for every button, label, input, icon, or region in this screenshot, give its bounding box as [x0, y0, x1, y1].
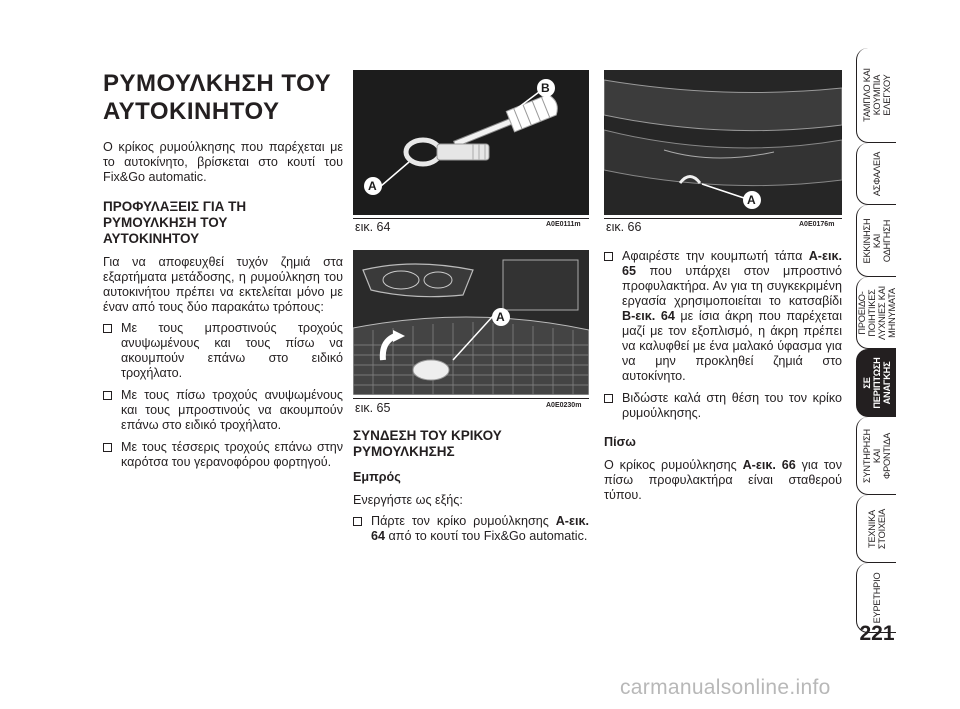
page-title: ΡΥΜΟΥΛΚΗΣΗ ΤΟΥ ΑΥΤΟΚΙΝΗΤΟΥ [103, 70, 332, 125]
figure-64-illustration [353, 70, 589, 215]
front-steps-list [353, 514, 589, 544]
list-item: Με τους τέσσερις τροχούς επάνω στην καρότσα του γερανοφόρου φορτηγού. [103, 440, 343, 470]
intro-paragraph: Ο κρίκος ρυμούλκησης που παρέχεται με το αυτοκίνητο, βρίσκεται στο κουτί του Fix&Go automatic. [103, 140, 343, 184]
figure-65-caption: εικ. 65 [355, 401, 391, 415]
checkbox-bullet-icon [103, 443, 112, 452]
subheading-rear: Πίσω [604, 435, 636, 449]
figure-65-illustration [353, 250, 589, 395]
checkbox-bullet-icon [103, 324, 112, 333]
list-item: Βιδώστε καλά στη θέση του τον κρίκο ρυμούλκησης. [604, 391, 842, 421]
tab-emergency[interactable]: ΣΕ ΠΕΡΙΠΤΩΣΗ ΑΝΑΓΚΗΣ [856, 349, 896, 417]
list-item: Αφαιρέστε την κουμπωτή τάπα A-εικ. 65 που υπάρχει στον μπροστινό προφυλακτήρα. Αν για τη συγκεκριμένη εργασία χρησιμοποιείται το κατσαβίδι B-εικ. 64 με ίσια άκρη που παρέχεται μαζί με τον εξοπλισμό, η άκρη πρέπει να καλυφθεί με ένα μαλακό ύφασμα για να μην προκληθεί ζημιά στο αυτοκίνητο. [604, 249, 842, 384]
tab-index[interactable]: ΕΥΡΕΤΗΡΙΟ [856, 563, 896, 633]
figure-66-illustration [604, 70, 842, 215]
section-heading-tow-hook-fitting: ΣΥΝΔΕΣΗ ΤΟΥ ΚΡΙΚΟΥ ΡΥΜΟΥΛΚΗΣΗΣ [353, 428, 502, 459]
figure-64-caption: εικ. 64 [355, 220, 391, 234]
figure-66-rear-tow-hook [604, 70, 842, 215]
list-item: Πάρτε τον κρίκο ρυμούλκησης A-εικ. 64 από το κουτί του Fix&Go automatic. [353, 514, 589, 544]
rear-paragraph: Ο κρίκος ρυμούλκησης A-εικ. 66 για τον πίσω προφυλακτήρα είναι σταθερού τύπου. [604, 458, 842, 502]
figure-64-label-b: B [541, 81, 550, 95]
figure-64-code: A0E0111m [546, 221, 581, 228]
list-item: Με τους πίσω τροχούς ανυψωμένους και τους μπροστινούς να ακουμπούν επάνω στο ειδικό τροχήλατο. [103, 388, 343, 433]
checkbox-bullet-icon [353, 517, 362, 526]
tab-maintenance-care[interactable]: ΣΥΝΤΗΡΗΣΗ ΚΑΙ ΦΡΟΝΤΙΔΑ [856, 417, 896, 495]
figure-65-label-a: A [496, 310, 505, 324]
subheading-front: Εμπρός [353, 470, 401, 484]
tab-warning-lights[interactable]: ΠΡΟΕΙΔΟ- ΠΟΙΗΤΙΚΕΣ ΛΥΧΝΙΕΣ ΚΑΙ ΜΗΝΥΜΑΤΑ [856, 277, 896, 349]
tab-safety[interactable]: ΑΣΦΑΛΕΙΑ [856, 143, 896, 205]
figure-64-label-a: A [368, 179, 377, 193]
column-middle [353, 424, 589, 551]
figure-65-front-bumper-cap [353, 250, 589, 395]
section-heading-precautions: ΠΡΟΦΥΛΑΞΕΙΣ ΓΙΑ ΤΗ ΡΥΜΟΥΛΚΗΣΗ ΤΟΥ ΑΥΤΟΚΙΝΗΤΟΥ [103, 199, 247, 246]
figure-64-tow-hook-screwdriver [353, 70, 589, 215]
column-left [103, 64, 343, 477]
checkbox-bullet-icon [103, 391, 112, 400]
list-item: Με τους μπροστινούς τροχούς ανυψωμένους και τους πίσω να ακουμπούν επάνω στο ειδικό τροχήλατο. [103, 321, 343, 381]
figure-65-code: A0E0230m [546, 402, 582, 409]
figure-65-caption-rule [353, 398, 589, 399]
figure-66-code: A0E0176m [799, 221, 835, 228]
column-right [604, 249, 842, 505]
page-number: 221 [859, 622, 895, 645]
figure-66-caption-rule [604, 218, 842, 219]
figure-66-caption: εικ. 66 [606, 220, 642, 234]
figure-64-caption-rule [353, 218, 589, 219]
watermark-text: carmanualsonline.info [620, 676, 831, 699]
precautions-paragraph: Για να αποφευχθεί τυχόν ζημιά στα εξαρτήματα μετάδοσης, η ρυμούλκηση του αυτοκινήτου πρέπει να εκτελείται μόνο με έναν από τους δύο παρακάτω τρόπους: [103, 255, 343, 314]
tab-starting-driving[interactable]: ΕΚΚΙΝΗΣΗ ΚΑΙ ΟΔΗΓΗΣΗ [856, 205, 896, 277]
precautions-list [103, 321, 343, 470]
tab-technical-data[interactable]: ΤΕΧΝΙΚΑ ΣΤΟΙΧΕΙΑ [856, 495, 896, 563]
figure-66-label-a: A [747, 193, 756, 207]
tab-dashboard-controls[interactable]: ΤΑΜΠΛΟ ΚΑΙ ΚΟΥΜΠΙΑ ΕΛΕΓΧΟΥ [856, 48, 896, 143]
front-intro: Ενεργήστε ως εξής: [353, 493, 463, 507]
checkbox-bullet-icon [604, 252, 613, 261]
front-steps-list-continued [604, 249, 842, 421]
checkbox-bullet-icon [604, 394, 613, 403]
